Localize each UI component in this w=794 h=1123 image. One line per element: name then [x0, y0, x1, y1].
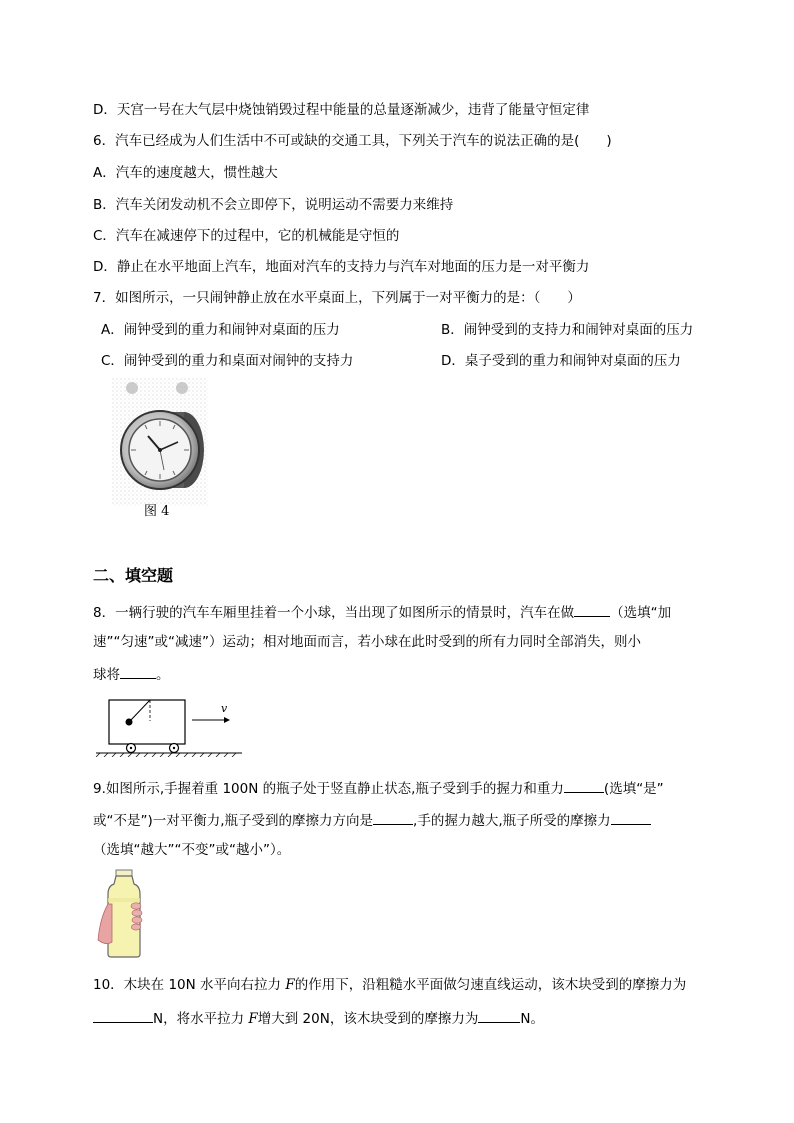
q8-line-3-text-b: 。 [156, 667, 170, 683]
q10-line-1 [93, 976, 686, 994]
q10-line-2-text-b: 增大到 20N，该木块受到的摩擦力为 [257, 1011, 479, 1027]
q8-blank-2[interactable] [120, 664, 156, 679]
q10-blank-1[interactable] [93, 1008, 153, 1023]
q7-stem: 7．如图所示，一只闹钟静止放在水平桌面上，下列属于一对平衡力的是：（ ） [93, 290, 581, 306]
q9-line-2 [93, 810, 651, 830]
q8-line-3 [93, 664, 170, 684]
q10-line-2 [93, 1008, 544, 1028]
q8-line-2: 速”“匀速”或“减速”）运动；相对地面而言，若小球在此时受到的所有力同时全部消失，则小 [93, 634, 641, 650]
q10-line-1-text-a: 10．木块在 10N 水平向右拉力 [93, 977, 286, 993]
alarm-clock-image [112, 378, 208, 520]
alarm-clock-caption: 图 4 [144, 504, 170, 519]
q7-option-d: D．桌子受到的重力和闹钟对桌面的压力 [441, 353, 681, 369]
q9-line-1 [93, 778, 664, 798]
q9-line-1-text-a: 9.如图所示,手握着重 100N 的瓶子处于竖直静止状态,瓶子受到手的握力和重力 [93, 781, 564, 797]
q8-line-3-text-a: 球将 [93, 667, 120, 683]
q10-line-2-text-c: N。 [520, 1011, 544, 1027]
bottle-hand-figure [96, 868, 156, 958]
q10-line-1-text-b: 的作用下，沿粗糙水平面做匀速直线运动，该木块受到的摩擦力为 [294, 977, 687, 993]
q6-option-d: D．静止在水平地面上汽车，地面对汽车的支持力与汽车对地面的压力是一对平衡力 [93, 259, 590, 275]
q8-blank-1[interactable] [574, 602, 610, 617]
q9-blank-1[interactable] [564, 778, 604, 793]
q9-line-3: （选填“越大”“不变”或“越小”）。 [93, 842, 291, 858]
q7-option-b: B．闹钟受到的支持力和闹钟对桌面的压力 [441, 322, 694, 338]
q8-line-1 [93, 602, 671, 622]
q7-option-a: A．闹钟受到的重力和闹钟对桌面的压力 [101, 322, 340, 338]
q6-option-c: C．汽车在减速停下的过程中，它的机械能是守恒的 [93, 228, 400, 244]
q10-line-2-text-a: N，将水平拉力 [153, 1011, 249, 1027]
q6-option-a: A．汽车的速度越大，惯性越大 [93, 165, 278, 181]
q9-line-2-text-b: ,手的握力越大,瓶子所受的摩擦力 [413, 813, 611, 829]
bottle-image [96, 868, 156, 958]
q10-force-symbol-2: F [248, 1011, 258, 1027]
q5-option-d: D．天宫一号在大气层中烧蚀销毁过程中能量的总量逐渐减少，违背了能量守恒定律 [93, 102, 590, 118]
q7-option-c: C．闹钟受到的重力和桌面对闹钟的支持力 [101, 353, 354, 369]
q10-force-symbol-1: F [285, 977, 295, 993]
q10-blank-2[interactable] [478, 1008, 520, 1023]
alarm-clock-figure [112, 378, 208, 520]
q6-stem: 6．汽车已经成为人们生活中不可或缺的交通工具，下列关于汽车的说法正确的是( ) [93, 133, 612, 149]
cart-pendulum-figure [94, 697, 244, 757]
q9-line-2-text-a: 或“不是”)一对平衡力,瓶子受到的摩擦力方向是 [93, 813, 374, 829]
velocity-label: v [221, 702, 228, 715]
q6-option-b: B．汽车关闭发动机不会立即停下，说明运动不需要力来维持 [93, 197, 454, 213]
q9-blank-3[interactable] [611, 810, 651, 825]
q8-line-1-text-a: 8．一辆行驶的汽车车厢里挂着一个小球，当出现了如图所示的情景时，汽车在做 [93, 605, 575, 621]
q8-line-1-text-b: （选填“加 [610, 605, 672, 621]
section-heading: 二、填空题 [93, 566, 174, 585]
q9-blank-2[interactable] [373, 810, 413, 825]
q9-line-1-text-b: (选填“是” [603, 781, 664, 797]
